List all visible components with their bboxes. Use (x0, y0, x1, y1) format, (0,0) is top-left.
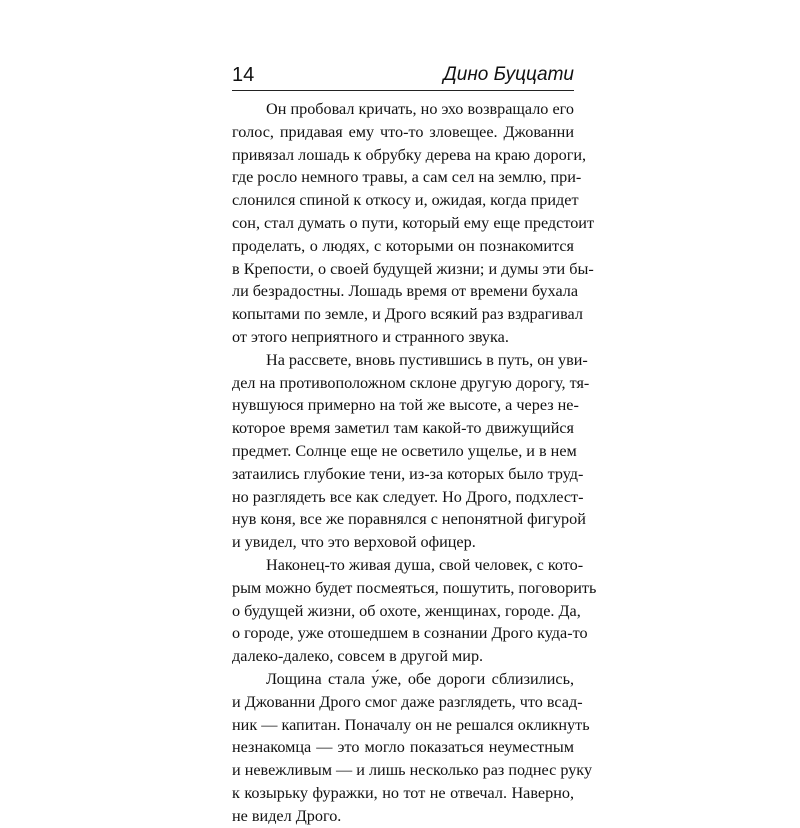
text-line: привязал лошадь к обрубку дерева на краю дороги, (232, 145, 587, 164)
text-line: о городе, уже отошедшем в сознании Дрого куда-то (232, 624, 588, 643)
text-line: Он пробовал кричать, но эхо возвращало его (266, 100, 574, 118)
paragraph (232, 98, 595, 349)
text-line: нув коня, все же поравнялся с непонятной фигурой (232, 510, 586, 529)
text-line: и увидел, что это верховой офицер. (232, 533, 476, 552)
text-line: рым можно будет посмеяться, пошутить, поговорить (232, 578, 597, 597)
text-line: где росло немного травы, а сам сел на землю, при- (232, 168, 582, 187)
text-line: далеко-далеко, совсем в другой мир. (232, 647, 484, 666)
text-line: ник — капитан. Поначалу он не решался окликнуть (232, 715, 590, 734)
page-header (232, 63, 574, 87)
paragraph (232, 349, 590, 554)
text-line: о будущей жизни, об охоте, женщинах, городе. Да, (232, 601, 581, 620)
text-line: от этого неприятного и странного звука. (232, 327, 509, 346)
text-line: предмет. Солнце еще не осветило ущелье, и в нем (232, 441, 577, 460)
body-text (232, 98, 597, 828)
text-line: Наконец-то живая душа, свой человек, с кото- (266, 555, 584, 574)
text-line: проделать, о людях, с которыми он познакомится (232, 236, 574, 255)
text-line: которое время заметил там какой-то движущийся (232, 419, 574, 438)
text-line: нувшуюся примерно на той же высоте, а через не- (232, 396, 579, 415)
page-number: 14 (232, 64, 255, 86)
text-line: и Джованни Дрого смог даже разглядеть, что всад- (232, 692, 583, 711)
header-rule (232, 90, 574, 91)
text-line: слонился спиной к откосу и, ожидая, когда придет (232, 191, 579, 210)
text-line: Лощина стала у́же, обе дороги сблизились, (266, 669, 574, 688)
text-line: дел на противоположном склоне другую дорогу, тя- (232, 373, 590, 392)
text-line: копытами по земле, и Дрого всякий раз вздрагивал (232, 305, 583, 324)
text-line: не видел Дрого. (232, 806, 342, 825)
paragraph (232, 668, 593, 828)
text-line: ли безрадостны. Лошадь время от времени бухала (232, 282, 579, 301)
running-head-author: Дино Буццати (443, 64, 574, 85)
text-line: но разглядеть все как следует. Но Дрого, подхлест- (232, 487, 584, 506)
text-line: голос, придавая ему что-то зловещее. Джованни (232, 122, 574, 141)
text-line: в Крепости, о своей будущей жизни; и думы эти бы- (232, 259, 594, 278)
text-line: незнакомца — это могло показаться неуместным (232, 738, 574, 757)
paragraph (232, 554, 597, 668)
text-line: На рассвете, вновь пустившись в путь, он уви- (266, 350, 588, 369)
text-line: затаились глубокие тени, из-за которых было труд- (232, 464, 584, 483)
text-line: и невежливым — и лишь несколько раз поднес руку (232, 761, 593, 780)
text-line: к козырьку фуражки, но тот не отвечал. Наверно, (232, 783, 574, 802)
text-line: сон, стал думать о пути, который ему еще предстоит (232, 213, 595, 232)
